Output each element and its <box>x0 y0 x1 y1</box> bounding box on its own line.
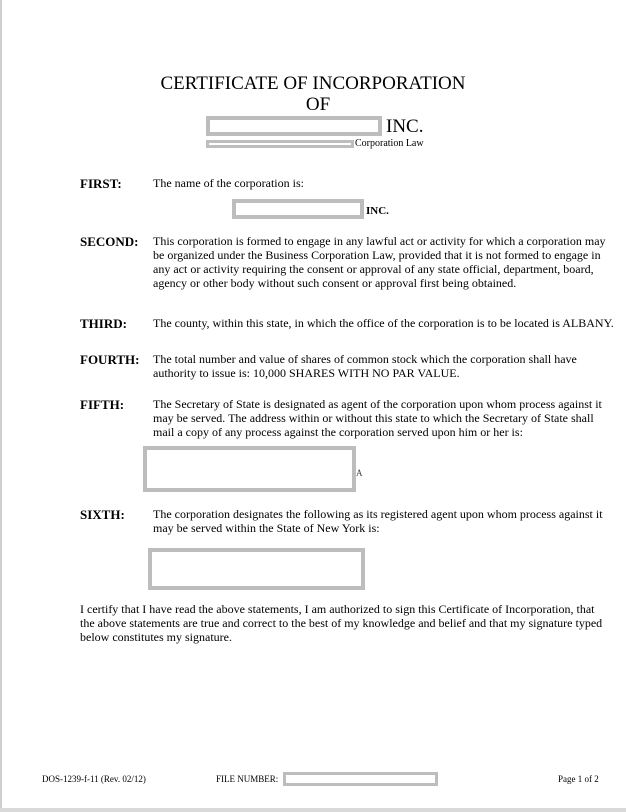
certification-statement: I certify that I have read the above statements, I am authorized to sign this Certificate of Incorporation, that the above statements are true and correct to the best of my knowledge and belief and that my signature typed below constitutes my signature. <box>80 602 603 644</box>
title-inc-suffix: INC. <box>386 116 424 137</box>
redacted-law-reference <box>206 140 354 148</box>
article-third-text: The county, within this state, in which the office of the corporation is to be located is ALBANY. <box>153 316 614 330</box>
article-second-text: This corporation is formed to engage in any lawful act or activity for which a corporation may be organized under the Business Corporation Law, provided that it is not formed to engage in any act or activity requiring the consent or approval of any state official, department, board, agency or other body without such consent or approval first being obtained. <box>153 234 606 290</box>
article-first-text: The name of the corporation is: <box>153 176 304 190</box>
page-number: Page 1 of 2 <box>558 774 599 784</box>
document-title: CERTIFICATE OF INCORPORATION <box>160 73 466 94</box>
article-fifth-label: FIFTH: <box>80 397 125 412</box>
article-sixth-text: The corporation designates the following as its registered agent upon whom process against it may be served within the State of New York is: <box>153 507 603 535</box>
article-first-label: FIRST: <box>80 176 122 191</box>
article-second-label: SECOND: <box>80 234 139 249</box>
page-left-edge <box>0 0 2 812</box>
redacted-file-number <box>283 772 438 786</box>
page-bottom-edge <box>0 808 626 812</box>
article-fourth-label: FOURTH: <box>80 352 140 367</box>
title-of: OF <box>305 94 331 115</box>
corporation-law-label: Corporation Law <box>355 138 424 149</box>
article-fifth-text: The Secretary of State is designated as agent of the corporation upon whom process against it may be served. The address within or without this state to which the Secretary of State shall mail a copy of any process against the corporation served upon him or her is: <box>153 397 602 439</box>
redacted-registered-agent <box>148 548 365 590</box>
article-third-label: THIRD: <box>80 316 127 331</box>
file-number-label: FILE NUMBER: <box>216 774 279 784</box>
address-trailing-mark: A <box>356 468 363 478</box>
article-fourth-text: The total number and value of shares of common stock which the corporation shall have authority to issue is: 10,000 SHARES WITH NO PAR VALUE. <box>153 352 577 380</box>
redacted-corporation-name <box>232 199 364 219</box>
corporation-name-suffix: INC. <box>366 205 389 217</box>
redacted-company-name <box>206 116 382 136</box>
redacted-process-address <box>143 446 356 492</box>
article-sixth-label: SIXTH: <box>80 507 125 522</box>
form-id: DOS-1239-f-11 (Rev. 02/12) <box>42 774 146 784</box>
